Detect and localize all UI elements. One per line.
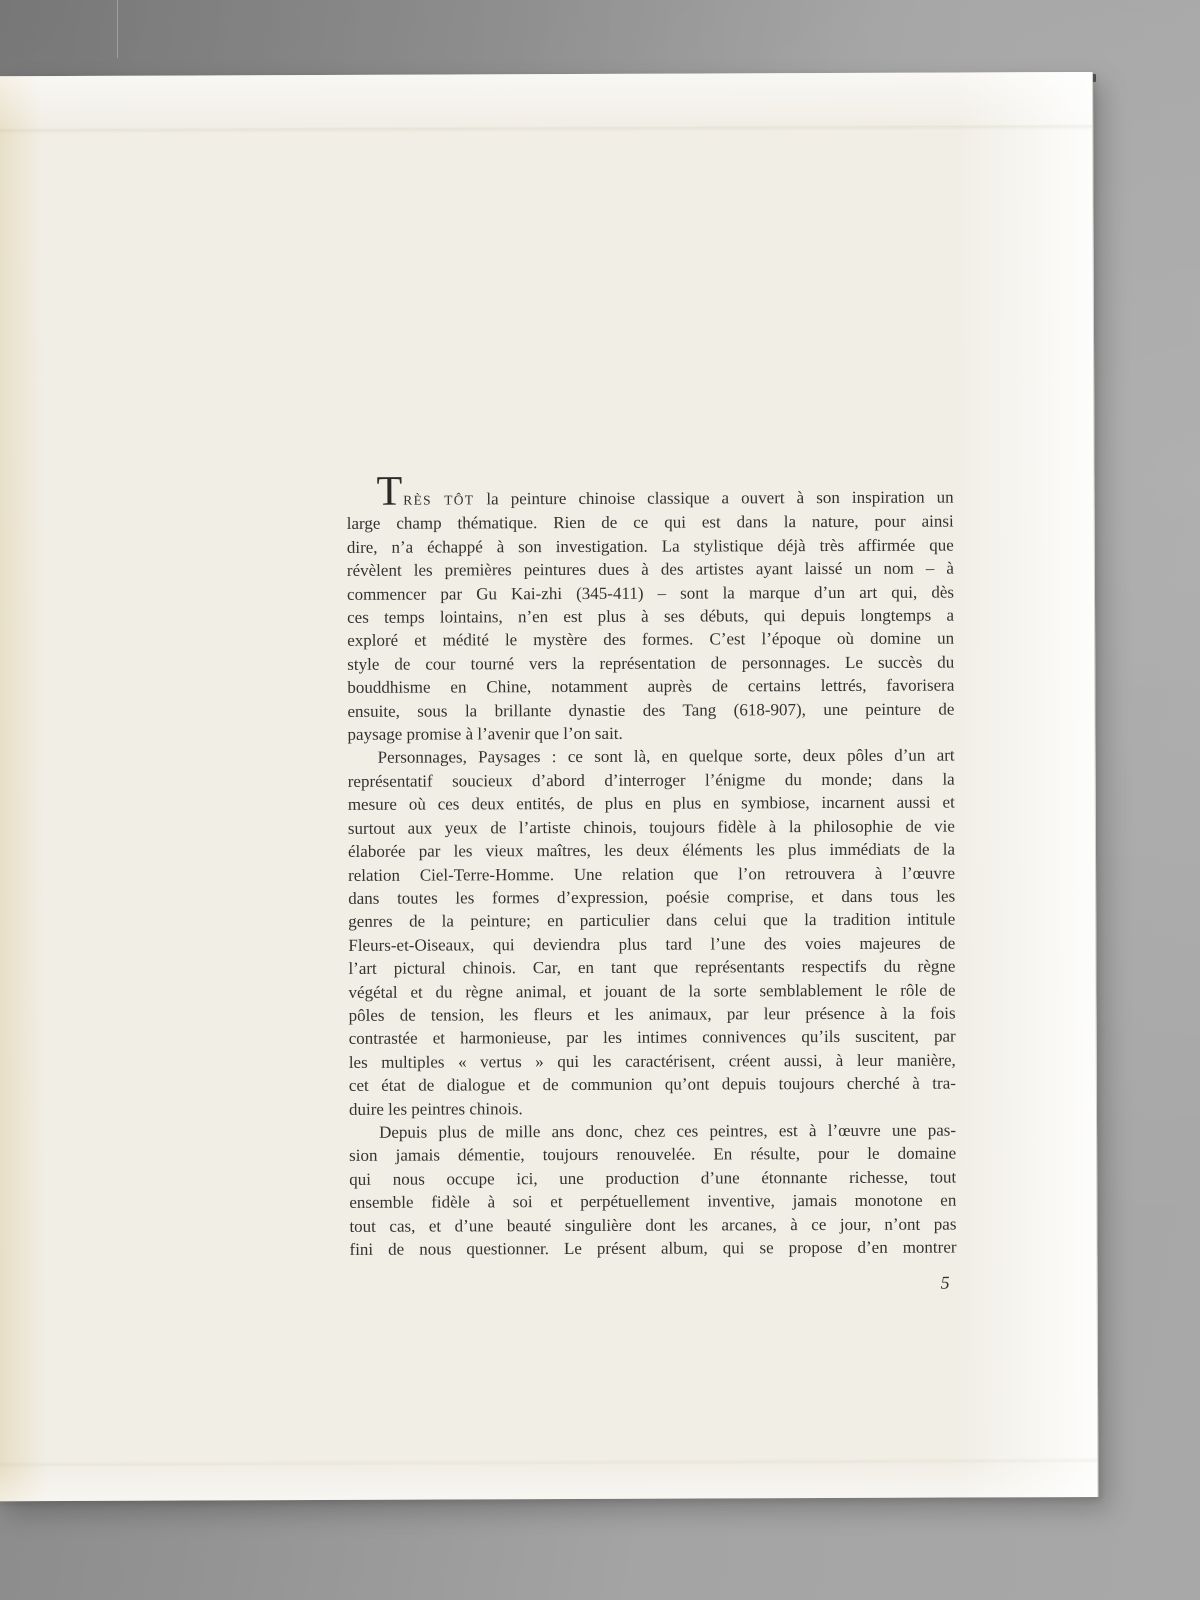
text-line: cet état de dialogue et de communion qu’ont depuis toujours cherché à tra- bbox=[348, 1073, 956, 1096]
text-line: ensuite, sous la brillante dynastie des Tang (618-907), une peinture de bbox=[347, 699, 955, 721]
text-line: exploré et médité le mystère des formes. C’est l’époque où domine un bbox=[347, 628, 955, 651]
text-line: relation Ciel-Terre-Homme. Une relation que l’on retrouvera à l’œuvre bbox=[348, 863, 956, 885]
text-line: large champ thématique. Rien de ce qui est dans la nature, pour ainsi bbox=[346, 511, 954, 534]
text-line: révèlent les premières peintures dues à des artistes ayant laissé un nom – à bbox=[346, 558, 954, 581]
page-text bbox=[346, 468, 957, 1262]
text-line: TRÈS TÔT la peinture chinoise classique a ouvert à son inspiration un bbox=[376, 468, 954, 515]
text-line: paysage promise à l’avenir que l’on sait. bbox=[347, 723, 623, 744]
text-line: duire les peintres chinois. bbox=[348, 1098, 523, 1119]
text-line: ensemble fidèle à soi et perpétuellement inventive, jamais monotone en bbox=[349, 1190, 957, 1213]
raised-initial-letter: T bbox=[376, 468, 404, 515]
book-page bbox=[0, 72, 1098, 1501]
text-line: représentatif soucieux d’abord d’interroger l’énigme du monde; dans la bbox=[347, 769, 955, 791]
text-line: surtout aux yeux de l’artiste chinois, toujours fidèle à la philosophie de vie bbox=[347, 816, 955, 838]
text-line: pôles de tension, les fleurs et les animaux, par leur présence à la fois bbox=[348, 1003, 956, 1025]
text-line: Depuis plus de mille ans donc, chez ces peintres, est à l’œuvre une pas- bbox=[379, 1120, 957, 1142]
small-caps-text: RÈS TÔT bbox=[403, 492, 475, 508]
text-line: dans toutes les formes d’expression, poésie comprise, et dans tous les bbox=[348, 886, 956, 908]
text-line: commencer par Gu Kai-zhi (345-411) – sont la marque d’un art qui, dès bbox=[346, 582, 955, 604]
text-line: Personnages, Paysages : ce sont là, en quelque sorte, deux pôles d’un art bbox=[377, 746, 955, 768]
text-line: les multiples « vertus » qui les caractérisent, créent aussi, à leur manière, bbox=[348, 1050, 956, 1072]
text-line: l’art pictural chinois. Car, en tant que représentants respectifs du règne bbox=[348, 956, 956, 978]
paragraph bbox=[349, 1119, 957, 1262]
text-line: élaborée par les vieux maîtres, les deux éléments les plus immédiats de la bbox=[347, 839, 956, 861]
text-line: contrastée et harmonieuse, par les intimes connivences qu’ils suscitent, par bbox=[348, 1026, 956, 1049]
paragraph bbox=[348, 744, 956, 1121]
text-line: ces temps lointains, n’en est plus à ses débuts, qui depuis longtemps a bbox=[347, 605, 955, 627]
text-line: Fleurs-et-Oiseaux, qui deviendra plus tard l’une des voies majeures de bbox=[348, 933, 956, 955]
text-line: style de cour tourné vers la représentation de personnages. Le succès du bbox=[347, 652, 955, 674]
text-line: qui nous occupe ici, une production d’une étonnante richesse, tout bbox=[349, 1167, 957, 1189]
text-line: tout cas, et d’une beauté singulière dont les arcanes, à ce jour, n’ont pas bbox=[349, 1214, 957, 1236]
text-line: genres de la peinture; en particulier dans celui que la tradition intitule bbox=[348, 909, 956, 932]
page-number: 5 bbox=[940, 1272, 950, 1293]
text-line: bouddhisme en Chine, notamment auprès de certains lettrés, favorisera bbox=[347, 675, 955, 698]
text-line: dire, n’a échappé à son investigation. La stylistique déjà très affirmée que bbox=[346, 535, 954, 557]
text-line: sion jamais démentie, toujours renouvelée. En résulte, pour le domaine bbox=[349, 1143, 957, 1166]
paragraph bbox=[346, 468, 955, 747]
text-line: fini de nous questionner. Le présent album, qui se propose d’en montrer bbox=[349, 1237, 957, 1259]
text-line: mesure où ces deux entités, de plus en plus en symbiose, incarnent aussi et bbox=[347, 792, 955, 815]
text-line: végétal et du règne animal, et jouant de la sorte semblablement le rôle de bbox=[348, 980, 956, 1002]
scratch-mark bbox=[117, 0, 118, 58]
